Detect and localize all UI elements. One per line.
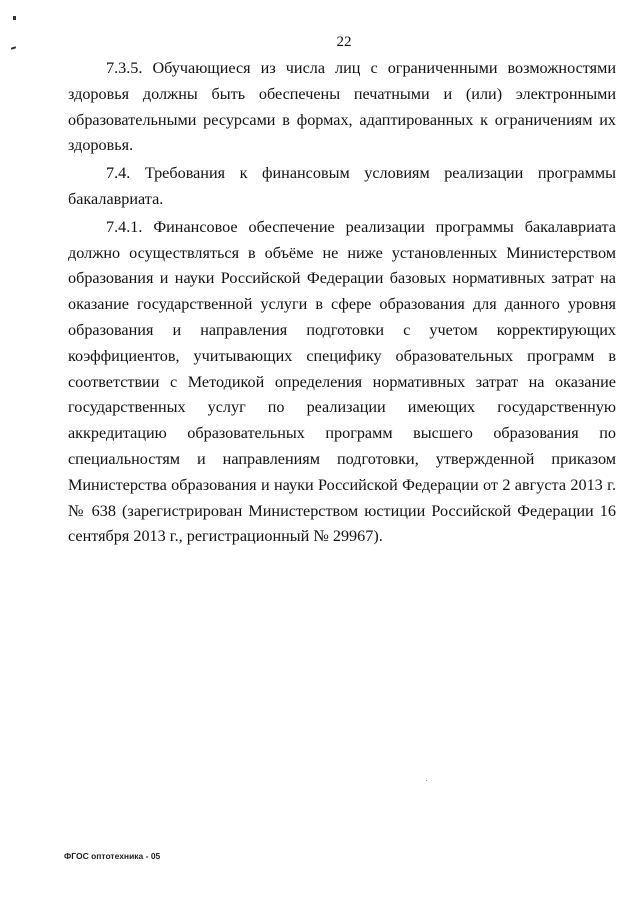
scan-artifact — [426, 780, 427, 781]
document-body — [68, 56, 616, 552]
paragraph-7-4-1: 7.4.1. Финансовое обеспечение реализации программы бакалавриата должно осуществляться в объёме не ниже установленных Министерством образования и науки Российской Федерации базовых нормативных затрат на оказание государственной услуги в сфере образования для данного уровня образования и направления подготовки с учетом корректирующих коэффициентов, учитывающих специфику образовательных программ в соответствии с Методикой определения нормативных затрат на оказание государственных услуг по реализации имеющих государственную аккредитацию образовательных программ высшего образования по специальностям и направлениям подготовки, утвержденной приказом Министерства образования и науки Российской Федерации от 2 августа 2013 г. № 638 (зарегистрирован Министерством юстиции Российской Федерации 16 сентября 2013 г., регистрационный № 29967). — [68, 217, 616, 546]
paragraph-7-4: 7.4. Требования к финансовым условиям реализации программы бакалавриата. — [68, 164, 616, 208]
paragraph-7-3-5: 7.3.5. Обучающиеся из числа лиц с ограниченными возможностями здоровья должны быть обеспечены печатными и (или) электронными образовательными ресурсами в формах, адаптированных к ограничениям их здоровья. — [68, 59, 616, 155]
scan-artifact — [11, 46, 16, 50]
document-footer: ФГОС оптотехника - 05 — [64, 851, 161, 861]
page-number: 22 — [336, 34, 352, 50]
scan-artifact — [13, 16, 16, 20]
